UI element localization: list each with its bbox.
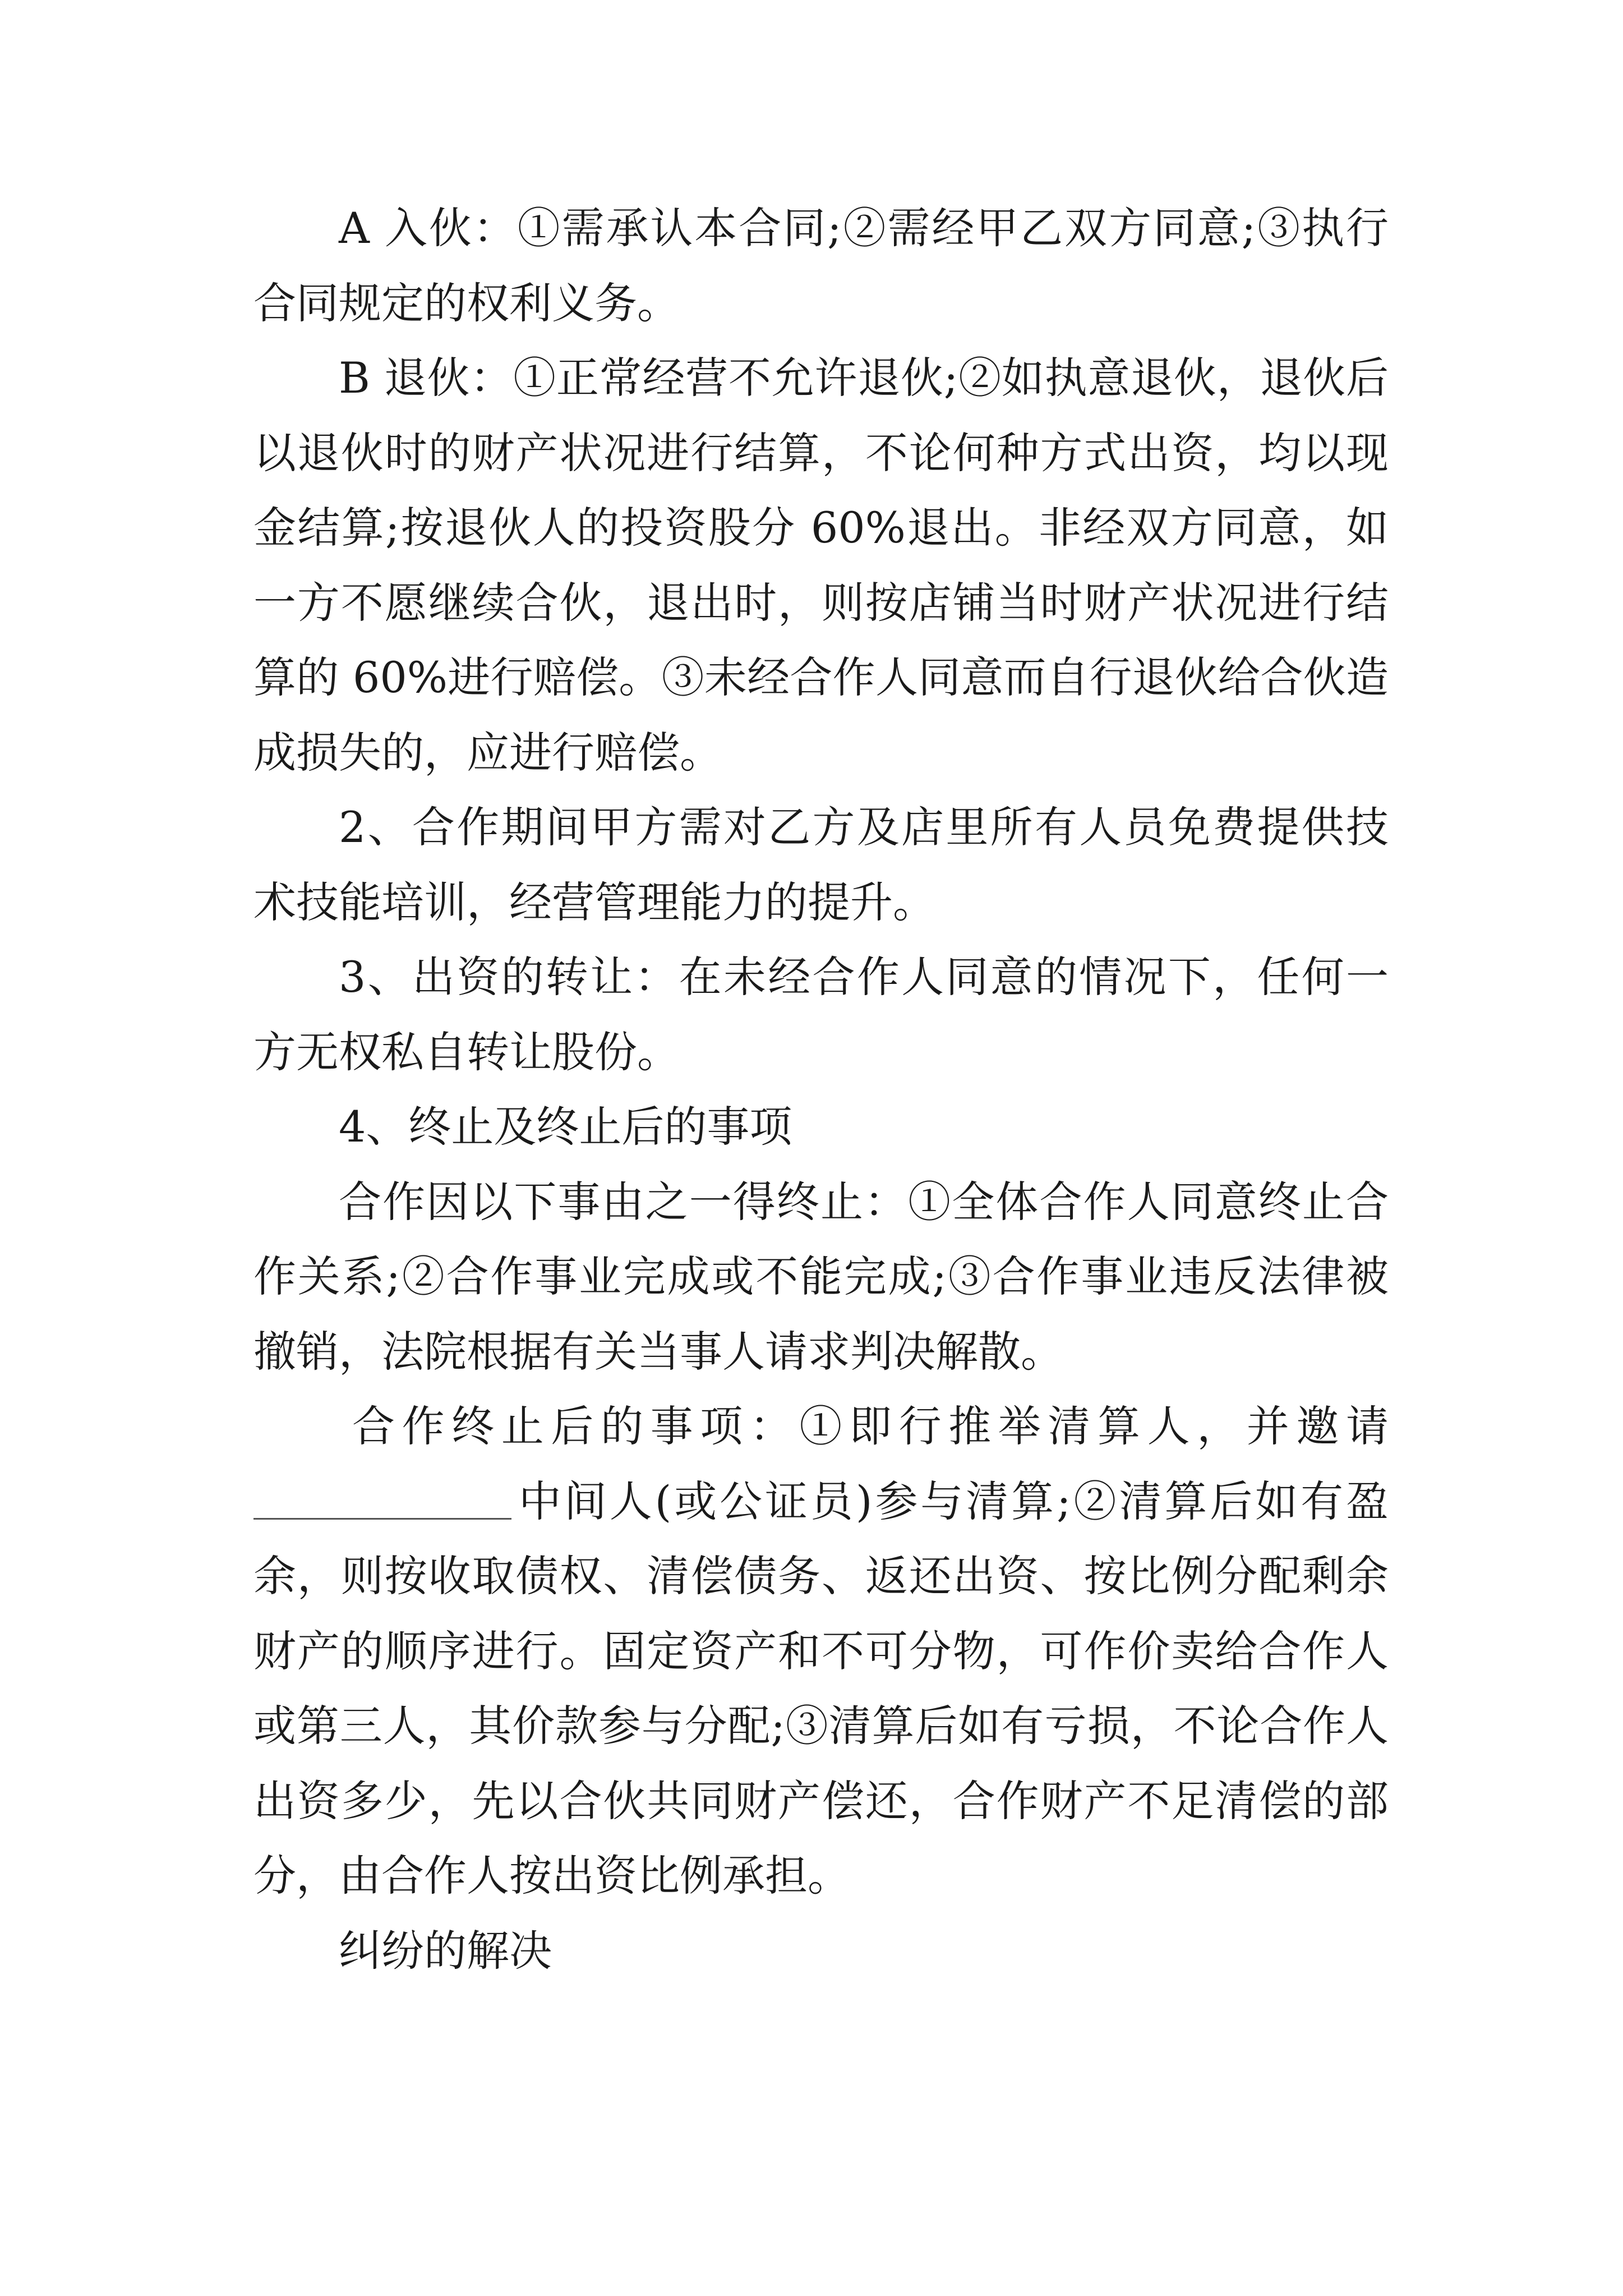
paragraph-training: 2、合作期间甲方需对乙方及店里所有人员免费提供技术技能培训，经营管理能力的提升。 xyxy=(253,802,1389,927)
contract-text-body xyxy=(253,191,1389,1988)
post-termination-rest-text: 中间人(或公证员)参与清算;②清算后如有盈余，则按收取债权、清偿债务、返还出资、按比例分配剩余财产的顺序进行。固定资产和不可分物，可作价卖给合作人或第三人，其价款参与分配;③清算后如有亏损，不论合作人出资多少，先以合伙共同财产偿还，合作财产不足清偿的部分，由合作人按出资比例承担。 xyxy=(253,1476,1389,1901)
paragraph-post-termination xyxy=(253,1389,1389,1913)
paragraph-termination-heading: 4、终止及终止后的事项 xyxy=(339,1102,792,1152)
blank-fill-line xyxy=(253,1479,511,1520)
paragraph-dispute-heading: 纠纷的解决 xyxy=(339,1925,552,1976)
post-termination-lead-text: 合作终止后的事项：①即行推举清算人，并邀请 xyxy=(352,1401,1389,1451)
paragraph-join-partnership: A 入伙：①需承认本合同;②需经甲乙双方同意;③执行合同规定的权利义务。 xyxy=(253,203,1389,328)
paragraph-withdraw-partnership: B 退伙：①正常经营不允许退伙;②如执意退伙，退伙后以退伙时的财产状况进行结算，不论何种方式出资，均以现金结算;按退伙人的投资股分 60%退出。非经双方同意，如一方不愿继续合伙，退出时，则按店铺当时财产状况进行结算的 60%进行赔偿。③未经合作人同意而自行退伙给合伙造成损失的，应进行赔偿。 xyxy=(253,353,1389,777)
paragraph-termination-causes: 合作因以下事由之一得终止：①全体合作人同意终止合作关系;②合作事业完成或不能完成;③合作事业违反法律被撤销，法院根据有关当事人请求判决解散。 xyxy=(253,1176,1389,1377)
paragraph-capital-transfer: 3、出资的转让：在未经合作人同意的情况下，任何一方无权私自转让股份。 xyxy=(253,952,1389,1077)
